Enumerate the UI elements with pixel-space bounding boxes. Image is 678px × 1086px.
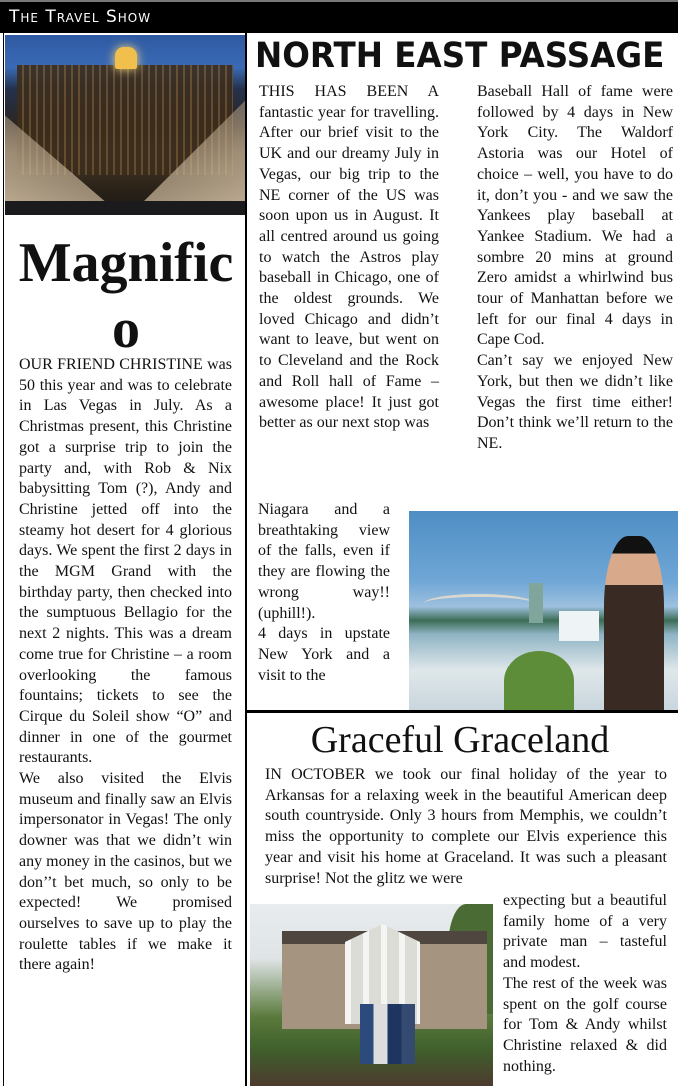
niagara-photo xyxy=(409,511,678,710)
graceland-photo xyxy=(250,904,493,1086)
magnifico-paragraph: We also visited the Elvis museum and finally saw an Elvis impersonator in Vegas! The only downer was that we didn’t win any money in the casinos, but we don’’t bet much, so only to be expected! We promised ourselves to save up to play the roulette tables if we make it there again! xyxy=(19,770,232,974)
person-cap xyxy=(604,536,664,710)
magnifico-headline: Magnifico xyxy=(18,232,234,360)
masthead-title: The Travel Show xyxy=(9,7,152,27)
graceland-intro xyxy=(265,765,667,889)
lake xyxy=(5,201,245,215)
hotel-dome xyxy=(115,47,137,69)
graceland-headline: Graceful Graceland xyxy=(310,719,610,761)
ne-column-2 xyxy=(477,82,673,455)
observation-tower xyxy=(529,583,543,623)
rainbow-bridge xyxy=(424,594,534,613)
ne-paragraph: Niagara and a breathtaking view of the falls, even if they are flowing the wrong way!! (uphill!). xyxy=(258,501,390,622)
ne-paragraph: Baseball Hall of fame were followed by 4 days in New York City. The Waldorf Astoria was our Hotel of choice – well, you have to do it, don’t you - and we saw the Yankees play baseball at Yankee Stadium. We had a sombre 20 mins at ground Zero amidst a whirlwind bus tour of Manhattan before we left for our final 4 days in Cape Cod. xyxy=(477,83,673,349)
ne-paragraph: 4 days in upstate New York and a visit to the xyxy=(258,625,390,684)
visitors-group xyxy=(360,1004,415,1064)
ne-paragraph: THIS HAS BEEN A fantastic year for travelling. After our brief visit to the UK and our dreamy July in Vegas, our big trip to the NE corner of the US was soon upon us in August. It all centred around us going to watch the Astros play baseball in Chicago, one of the oldest grounds. We loved Chicago and didn’t want to leave, but went on to Cleveland and the Rock and Roll hall of Fame – awesome place! It just got better as our next stop was xyxy=(259,83,439,432)
magnifico-paragraph: OUR FRIEND CHRISTINE was 50 this year and was to celebrate in Las Vegas in July. As a Christmas present, this Christine got a surprise trip to join the party and, with Rob & Nix babysitting Tom (?), Andy and Christine jetted off into the steamy hot desert for 4 glorious days. We spent the first 2 days in the MGM Grand with the birthday party, then checked into the sumptuous Bellagio for the next 2 nights. This was a dream come true for Christine – a room overlooking the famous fountains; tickets to see the Cirque du Soleil show “O” and dinner in one of the gourmet restaurants. xyxy=(19,356,232,767)
ne-column-1 xyxy=(259,82,439,434)
bush xyxy=(504,651,574,710)
ne-paragraph: Can’t say we enjoyed New York, but then we didn’t like Vegas the first time either! Don’t think we’ll return to the NE. xyxy=(477,352,673,452)
graceland-column xyxy=(503,891,667,1077)
masthead xyxy=(0,0,678,33)
bellagio-photo xyxy=(5,35,245,215)
north-east-passage-headline: NORTH EAST PASSAGE xyxy=(255,36,665,76)
graceland-paragraph: The rest of the week was spent on the golf course for Tom & Andy whilst Christine relaxed & did nothing. xyxy=(503,974,667,1075)
graceland-paragraph: expecting but a beautiful family home of a very private man – tasteful and modest. xyxy=(503,892,667,972)
ne-column-3 xyxy=(258,500,390,686)
graceland-paragraph: IN OCTOBER we took our final holiday of the year to Arkansas for a relaxing week in the beautiful American deep south countryside. Only 3 hours from Memphis, we couldn’t miss the opportunity to complete our Elvis experience this year and visit his home at Graceland. It was such a pleasant surprise! Not the glitz we were xyxy=(265,766,667,887)
magnifico-body xyxy=(19,355,232,976)
